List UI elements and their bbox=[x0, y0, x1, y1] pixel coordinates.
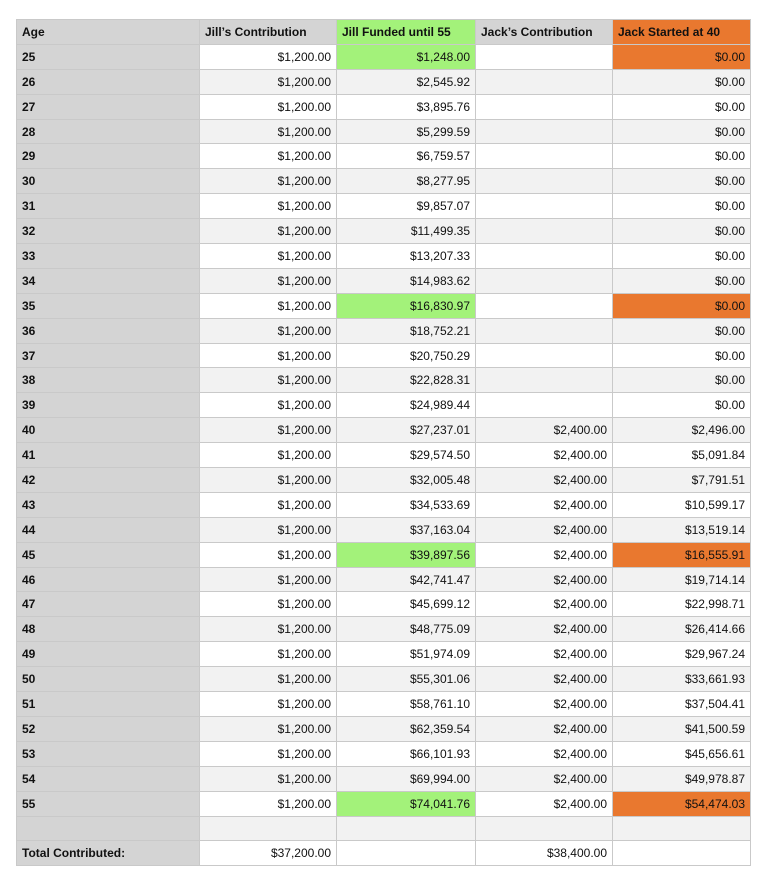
jack-started-cell[interactable]: $0.00 bbox=[613, 194, 751, 219]
jack-started-cell[interactable]: $37,504.41 bbox=[613, 692, 751, 717]
jill-funded-cell[interactable]: $20,750.29 bbox=[337, 343, 476, 368]
jack-started-cell[interactable]: $5,091.84 bbox=[613, 443, 751, 468]
age-cell[interactable]: 32 bbox=[17, 219, 200, 244]
jack-contribution-cell[interactable]: $2,400.00 bbox=[476, 617, 613, 642]
age-cell[interactable]: 37 bbox=[17, 343, 200, 368]
table-row bbox=[17, 692, 751, 717]
age-cell[interactable]: 39 bbox=[17, 393, 200, 418]
table-row bbox=[17, 766, 751, 791]
jill-contribution-cell[interactable]: $1,200.00 bbox=[200, 44, 337, 69]
jill-funded-cell[interactable]: $27,237.01 bbox=[337, 418, 476, 443]
table-row bbox=[17, 44, 751, 69]
table-row bbox=[17, 592, 751, 617]
jill-funded-cell[interactable]: $18,752.21 bbox=[337, 318, 476, 343]
jill-contribution-cell[interactable]: $1,200.00 bbox=[200, 119, 337, 144]
jack-started-cell[interactable]: $7,791.51 bbox=[613, 468, 751, 493]
jill-contribution-cell[interactable]: $1,200.00 bbox=[200, 517, 337, 542]
jill-contribution-cell[interactable]: $1,200.00 bbox=[200, 667, 337, 692]
table-row bbox=[17, 617, 751, 642]
jack-started-cell[interactable]: $2,496.00 bbox=[613, 418, 751, 443]
jack-contribution-cell[interactable]: $2,400.00 bbox=[476, 642, 613, 667]
age-cell[interactable]: 28 bbox=[17, 119, 200, 144]
age-cell[interactable]: 38 bbox=[17, 368, 200, 393]
jill-funded-cell[interactable]: $2,545.92 bbox=[337, 69, 476, 94]
jack-contribution-cell[interactable]: $2,400.00 bbox=[476, 791, 613, 816]
table-row bbox=[17, 468, 751, 493]
jill-contribution-cell[interactable]: $1,200.00 bbox=[200, 492, 337, 517]
jill-contribution-cell[interactable]: $1,200.00 bbox=[200, 642, 337, 667]
jack-started-cell[interactable]: $0.00 bbox=[613, 44, 751, 69]
jill-funded-cell[interactable]: $48,775.09 bbox=[337, 617, 476, 642]
jack-contribution-cell[interactable]: $2,400.00 bbox=[476, 766, 613, 791]
jack-contribution-cell[interactable]: $2,400.00 bbox=[476, 716, 613, 741]
jack-contribution-cell[interactable] bbox=[476, 44, 613, 69]
jack-started-cell[interactable]: $0.00 bbox=[613, 318, 751, 343]
jack-started-cell[interactable]: $49,978.87 bbox=[613, 766, 751, 791]
jill-funded-cell[interactable]: $9,857.07 bbox=[337, 194, 476, 219]
jack-started-cell[interactable]: $0.00 bbox=[613, 343, 751, 368]
age-cell[interactable]: 44 bbox=[17, 517, 200, 542]
age-cell[interactable]: 47 bbox=[17, 592, 200, 617]
total-jack-started[interactable] bbox=[613, 841, 751, 866]
jack-contribution-cell[interactable] bbox=[476, 144, 613, 169]
jill-contribution-cell[interactable]: $1,200.00 bbox=[200, 144, 337, 169]
age-cell[interactable]: 45 bbox=[17, 542, 200, 567]
header-jill-contribution[interactable]: Jill’s Contribution bbox=[200, 20, 337, 45]
jack-contribution-cell[interactable]: $2,400.00 bbox=[476, 492, 613, 517]
total-row bbox=[17, 841, 751, 866]
jack-started-cell[interactable]: $0.00 bbox=[613, 293, 751, 318]
table-row bbox=[17, 94, 751, 119]
jill-funded-cell[interactable]: $3,895.76 bbox=[337, 94, 476, 119]
jill-contribution-cell[interactable]: $1,200.00 bbox=[200, 418, 337, 443]
jack-contribution-cell[interactable]: $2,400.00 bbox=[476, 542, 613, 567]
jack-started-cell[interactable]: $0.00 bbox=[613, 244, 751, 269]
jill-funded-cell[interactable]: $66,101.93 bbox=[337, 741, 476, 766]
jill-funded-cell[interactable]: $5,299.59 bbox=[337, 119, 476, 144]
jill-contribution-cell[interactable]: $1,200.00 bbox=[200, 169, 337, 194]
jack-started-cell[interactable]: $0.00 bbox=[613, 268, 751, 293]
jack-started-cell[interactable]: $0.00 bbox=[613, 393, 751, 418]
jack-contribution-cell[interactable] bbox=[476, 268, 613, 293]
age-cell[interactable]: 41 bbox=[17, 443, 200, 468]
jill-funded-cell[interactable]: $11,499.35 bbox=[337, 219, 476, 244]
jill-funded-cell[interactable]: $55,301.06 bbox=[337, 667, 476, 692]
jill-contribution-cell[interactable]: $1,200.00 bbox=[200, 791, 337, 816]
age-cell[interactable]: 30 bbox=[17, 169, 200, 194]
age-cell[interactable]: 36 bbox=[17, 318, 200, 343]
table-row bbox=[17, 716, 751, 741]
table-row bbox=[17, 542, 751, 567]
jill-contribution-cell[interactable]: $1,200.00 bbox=[200, 368, 337, 393]
jill-funded-cell[interactable]: $51,974.09 bbox=[337, 642, 476, 667]
jack-started-cell[interactable]: $10,599.17 bbox=[613, 492, 751, 517]
jack-started-cell[interactable]: $0.00 bbox=[613, 169, 751, 194]
jack-started-cell[interactable]: $54,474.03 bbox=[613, 791, 751, 816]
table-row bbox=[17, 741, 751, 766]
empty-cell[interactable] bbox=[476, 816, 613, 841]
age-cell[interactable]: 40 bbox=[17, 418, 200, 443]
jack-started-cell[interactable]: $45,656.61 bbox=[613, 741, 751, 766]
header-jill-funded-until-55[interactable]: Jill Funded until 55 bbox=[337, 20, 476, 45]
jill-funded-cell[interactable]: $16,830.97 bbox=[337, 293, 476, 318]
table-row bbox=[17, 393, 751, 418]
jill-contribution-cell[interactable]: $1,200.00 bbox=[200, 293, 337, 318]
table-row bbox=[17, 368, 751, 393]
jill-contribution-cell[interactable]: $1,200.00 bbox=[200, 716, 337, 741]
jack-started-cell[interactable]: $0.00 bbox=[613, 69, 751, 94]
jack-contribution-cell[interactable] bbox=[476, 368, 613, 393]
jill-contribution-cell[interactable]: $1,200.00 bbox=[200, 244, 337, 269]
jill-contribution-cell[interactable]: $1,200.00 bbox=[200, 741, 337, 766]
table-row bbox=[17, 567, 751, 592]
jill-funded-cell[interactable]: $1,248.00 bbox=[337, 44, 476, 69]
jack-started-cell[interactable]: $33,661.93 bbox=[613, 667, 751, 692]
age-cell[interactable]: 33 bbox=[17, 244, 200, 269]
jack-contribution-cell[interactable] bbox=[476, 119, 613, 144]
jill-funded-cell[interactable]: $58,761.10 bbox=[337, 692, 476, 717]
age-cell[interactable]: 43 bbox=[17, 492, 200, 517]
header-jack-contribution[interactable]: Jack’s Contribution bbox=[476, 20, 613, 45]
jill-contribution-cell[interactable]: $1,200.00 bbox=[200, 692, 337, 717]
table-row bbox=[17, 642, 751, 667]
jill-funded-cell[interactable]: $8,277.95 bbox=[337, 169, 476, 194]
jack-contribution-cell[interactable] bbox=[476, 169, 613, 194]
jill-contribution-cell[interactable]: $1,200.00 bbox=[200, 617, 337, 642]
jack-contribution-cell[interactable] bbox=[476, 343, 613, 368]
jill-funded-cell[interactable]: $45,699.12 bbox=[337, 592, 476, 617]
jill-contribution-cell[interactable]: $1,200.00 bbox=[200, 542, 337, 567]
jill-funded-cell[interactable]: $29,574.50 bbox=[337, 443, 476, 468]
age-cell[interactable]: 53 bbox=[17, 741, 200, 766]
jill-contribution-cell[interactable]: $1,200.00 bbox=[200, 592, 337, 617]
age-cell[interactable]: 51 bbox=[17, 692, 200, 717]
table-row bbox=[17, 144, 751, 169]
jack-started-cell[interactable]: $0.00 bbox=[613, 219, 751, 244]
jill-funded-cell[interactable]: $14,983.62 bbox=[337, 268, 476, 293]
total-label[interactable]: Total Contributed: bbox=[17, 841, 200, 866]
spreadsheet bbox=[16, 19, 750, 866]
jack-contribution-cell[interactable] bbox=[476, 293, 613, 318]
empty-row bbox=[17, 816, 751, 841]
age-cell[interactable]: 52 bbox=[17, 716, 200, 741]
jill-contribution-cell[interactable]: $1,200.00 bbox=[200, 318, 337, 343]
age-cell[interactable]: 34 bbox=[17, 268, 200, 293]
jill-contribution-cell[interactable]: $1,200.00 bbox=[200, 443, 337, 468]
jill-funded-cell[interactable]: $13,207.33 bbox=[337, 244, 476, 269]
table-body bbox=[17, 44, 751, 865]
total-jill-contribution[interactable]: $37,200.00 bbox=[200, 841, 337, 866]
table-row bbox=[17, 194, 751, 219]
jill-funded-cell[interactable]: $37,163.04 bbox=[337, 517, 476, 542]
contribution-table bbox=[16, 19, 751, 866]
jack-contribution-cell[interactable] bbox=[476, 69, 613, 94]
jack-contribution-cell[interactable]: $2,400.00 bbox=[476, 741, 613, 766]
jack-contribution-cell[interactable] bbox=[476, 194, 613, 219]
table-row bbox=[17, 517, 751, 542]
jack-contribution-cell[interactable]: $2,400.00 bbox=[476, 692, 613, 717]
age-cell[interactable]: 31 bbox=[17, 194, 200, 219]
jack-contribution-cell[interactable] bbox=[476, 244, 613, 269]
table-row bbox=[17, 268, 751, 293]
header-row bbox=[17, 20, 751, 45]
age-cell[interactable]: 42 bbox=[17, 468, 200, 493]
jack-started-cell[interactable]: $0.00 bbox=[613, 144, 751, 169]
jill-funded-cell[interactable]: $74,041.76 bbox=[337, 791, 476, 816]
table-row bbox=[17, 219, 751, 244]
empty-cell[interactable] bbox=[200, 816, 337, 841]
jill-contribution-cell[interactable]: $1,200.00 bbox=[200, 69, 337, 94]
age-cell[interactable]: 29 bbox=[17, 144, 200, 169]
jill-contribution-cell[interactable]: $1,200.00 bbox=[200, 468, 337, 493]
jill-contribution-cell[interactable]: $1,200.00 bbox=[200, 393, 337, 418]
table-row bbox=[17, 293, 751, 318]
jack-started-cell[interactable]: $22,998.71 bbox=[613, 592, 751, 617]
jill-contribution-cell[interactable]: $1,200.00 bbox=[200, 766, 337, 791]
jill-funded-cell[interactable]: $24,989.44 bbox=[337, 393, 476, 418]
jill-contribution-cell[interactable]: $1,200.00 bbox=[200, 94, 337, 119]
jack-contribution-cell[interactable]: $2,400.00 bbox=[476, 667, 613, 692]
total-jack-contribution[interactable]: $38,400.00 bbox=[476, 841, 613, 866]
jill-contribution-cell[interactable]: $1,200.00 bbox=[200, 343, 337, 368]
empty-cell[interactable] bbox=[17, 816, 200, 841]
age-cell[interactable]: 54 bbox=[17, 766, 200, 791]
jill-funded-cell[interactable]: $42,741.47 bbox=[337, 567, 476, 592]
jack-contribution-cell[interactable]: $2,400.00 bbox=[476, 443, 613, 468]
jack-contribution-cell[interactable]: $2,400.00 bbox=[476, 592, 613, 617]
age-cell[interactable]: 27 bbox=[17, 94, 200, 119]
header-age[interactable]: Age bbox=[17, 20, 200, 45]
jill-contribution-cell[interactable]: $1,200.00 bbox=[200, 219, 337, 244]
age-cell[interactable]: 26 bbox=[17, 69, 200, 94]
jack-started-cell[interactable]: $19,714.14 bbox=[613, 567, 751, 592]
jill-contribution-cell[interactable]: $1,200.00 bbox=[200, 194, 337, 219]
jack-started-cell[interactable]: $16,555.91 bbox=[613, 542, 751, 567]
jill-funded-cell[interactable]: $69,994.00 bbox=[337, 766, 476, 791]
jack-started-cell[interactable]: $0.00 bbox=[613, 119, 751, 144]
table-row bbox=[17, 119, 751, 144]
jill-funded-cell[interactable]: $32,005.48 bbox=[337, 468, 476, 493]
jill-funded-cell[interactable]: $22,828.31 bbox=[337, 368, 476, 393]
table-row bbox=[17, 791, 751, 816]
jack-contribution-cell[interactable]: $2,400.00 bbox=[476, 517, 613, 542]
jack-contribution-cell[interactable]: $2,400.00 bbox=[476, 418, 613, 443]
table-row bbox=[17, 69, 751, 94]
age-cell[interactable]: 55 bbox=[17, 791, 200, 816]
jill-funded-cell[interactable]: $39,897.56 bbox=[337, 542, 476, 567]
table-row bbox=[17, 343, 751, 368]
empty-cell[interactable] bbox=[613, 816, 751, 841]
jack-started-cell[interactable]: $0.00 bbox=[613, 94, 751, 119]
jack-started-cell[interactable]: $41,500.59 bbox=[613, 716, 751, 741]
header-jack-started-at-40[interactable]: Jack Started at 40 bbox=[613, 20, 751, 45]
jack-contribution-cell[interactable] bbox=[476, 318, 613, 343]
jack-contribution-cell[interactable]: $2,400.00 bbox=[476, 567, 613, 592]
jack-started-cell[interactable]: $13,519.14 bbox=[613, 517, 751, 542]
age-cell[interactable]: 48 bbox=[17, 617, 200, 642]
total-jill-funded[interactable] bbox=[337, 841, 476, 866]
jill-contribution-cell[interactable]: $1,200.00 bbox=[200, 268, 337, 293]
jill-funded-cell[interactable]: $34,533.69 bbox=[337, 492, 476, 517]
jack-started-cell[interactable]: $0.00 bbox=[613, 368, 751, 393]
table-row bbox=[17, 667, 751, 692]
jack-started-cell[interactable]: $29,967.24 bbox=[613, 642, 751, 667]
jill-funded-cell[interactable]: $6,759.57 bbox=[337, 144, 476, 169]
jack-contribution-cell[interactable] bbox=[476, 393, 613, 418]
jack-contribution-cell[interactable] bbox=[476, 219, 613, 244]
age-cell[interactable]: 49 bbox=[17, 642, 200, 667]
table-row bbox=[17, 443, 751, 468]
jill-funded-cell[interactable]: $62,359.54 bbox=[337, 716, 476, 741]
age-cell[interactable]: 25 bbox=[17, 44, 200, 69]
empty-cell[interactable] bbox=[337, 816, 476, 841]
table-row bbox=[17, 492, 751, 517]
jack-started-cell[interactable]: $26,414.66 bbox=[613, 617, 751, 642]
table-row bbox=[17, 244, 751, 269]
table-row bbox=[17, 318, 751, 343]
jack-contribution-cell[interactable]: $2,400.00 bbox=[476, 468, 613, 493]
jack-contribution-cell[interactable] bbox=[476, 94, 613, 119]
table-row bbox=[17, 418, 751, 443]
table-row bbox=[17, 169, 751, 194]
age-cell[interactable]: 46 bbox=[17, 567, 200, 592]
jill-contribution-cell[interactable]: $1,200.00 bbox=[200, 567, 337, 592]
age-cell[interactable]: 50 bbox=[17, 667, 200, 692]
age-cell[interactable]: 35 bbox=[17, 293, 200, 318]
